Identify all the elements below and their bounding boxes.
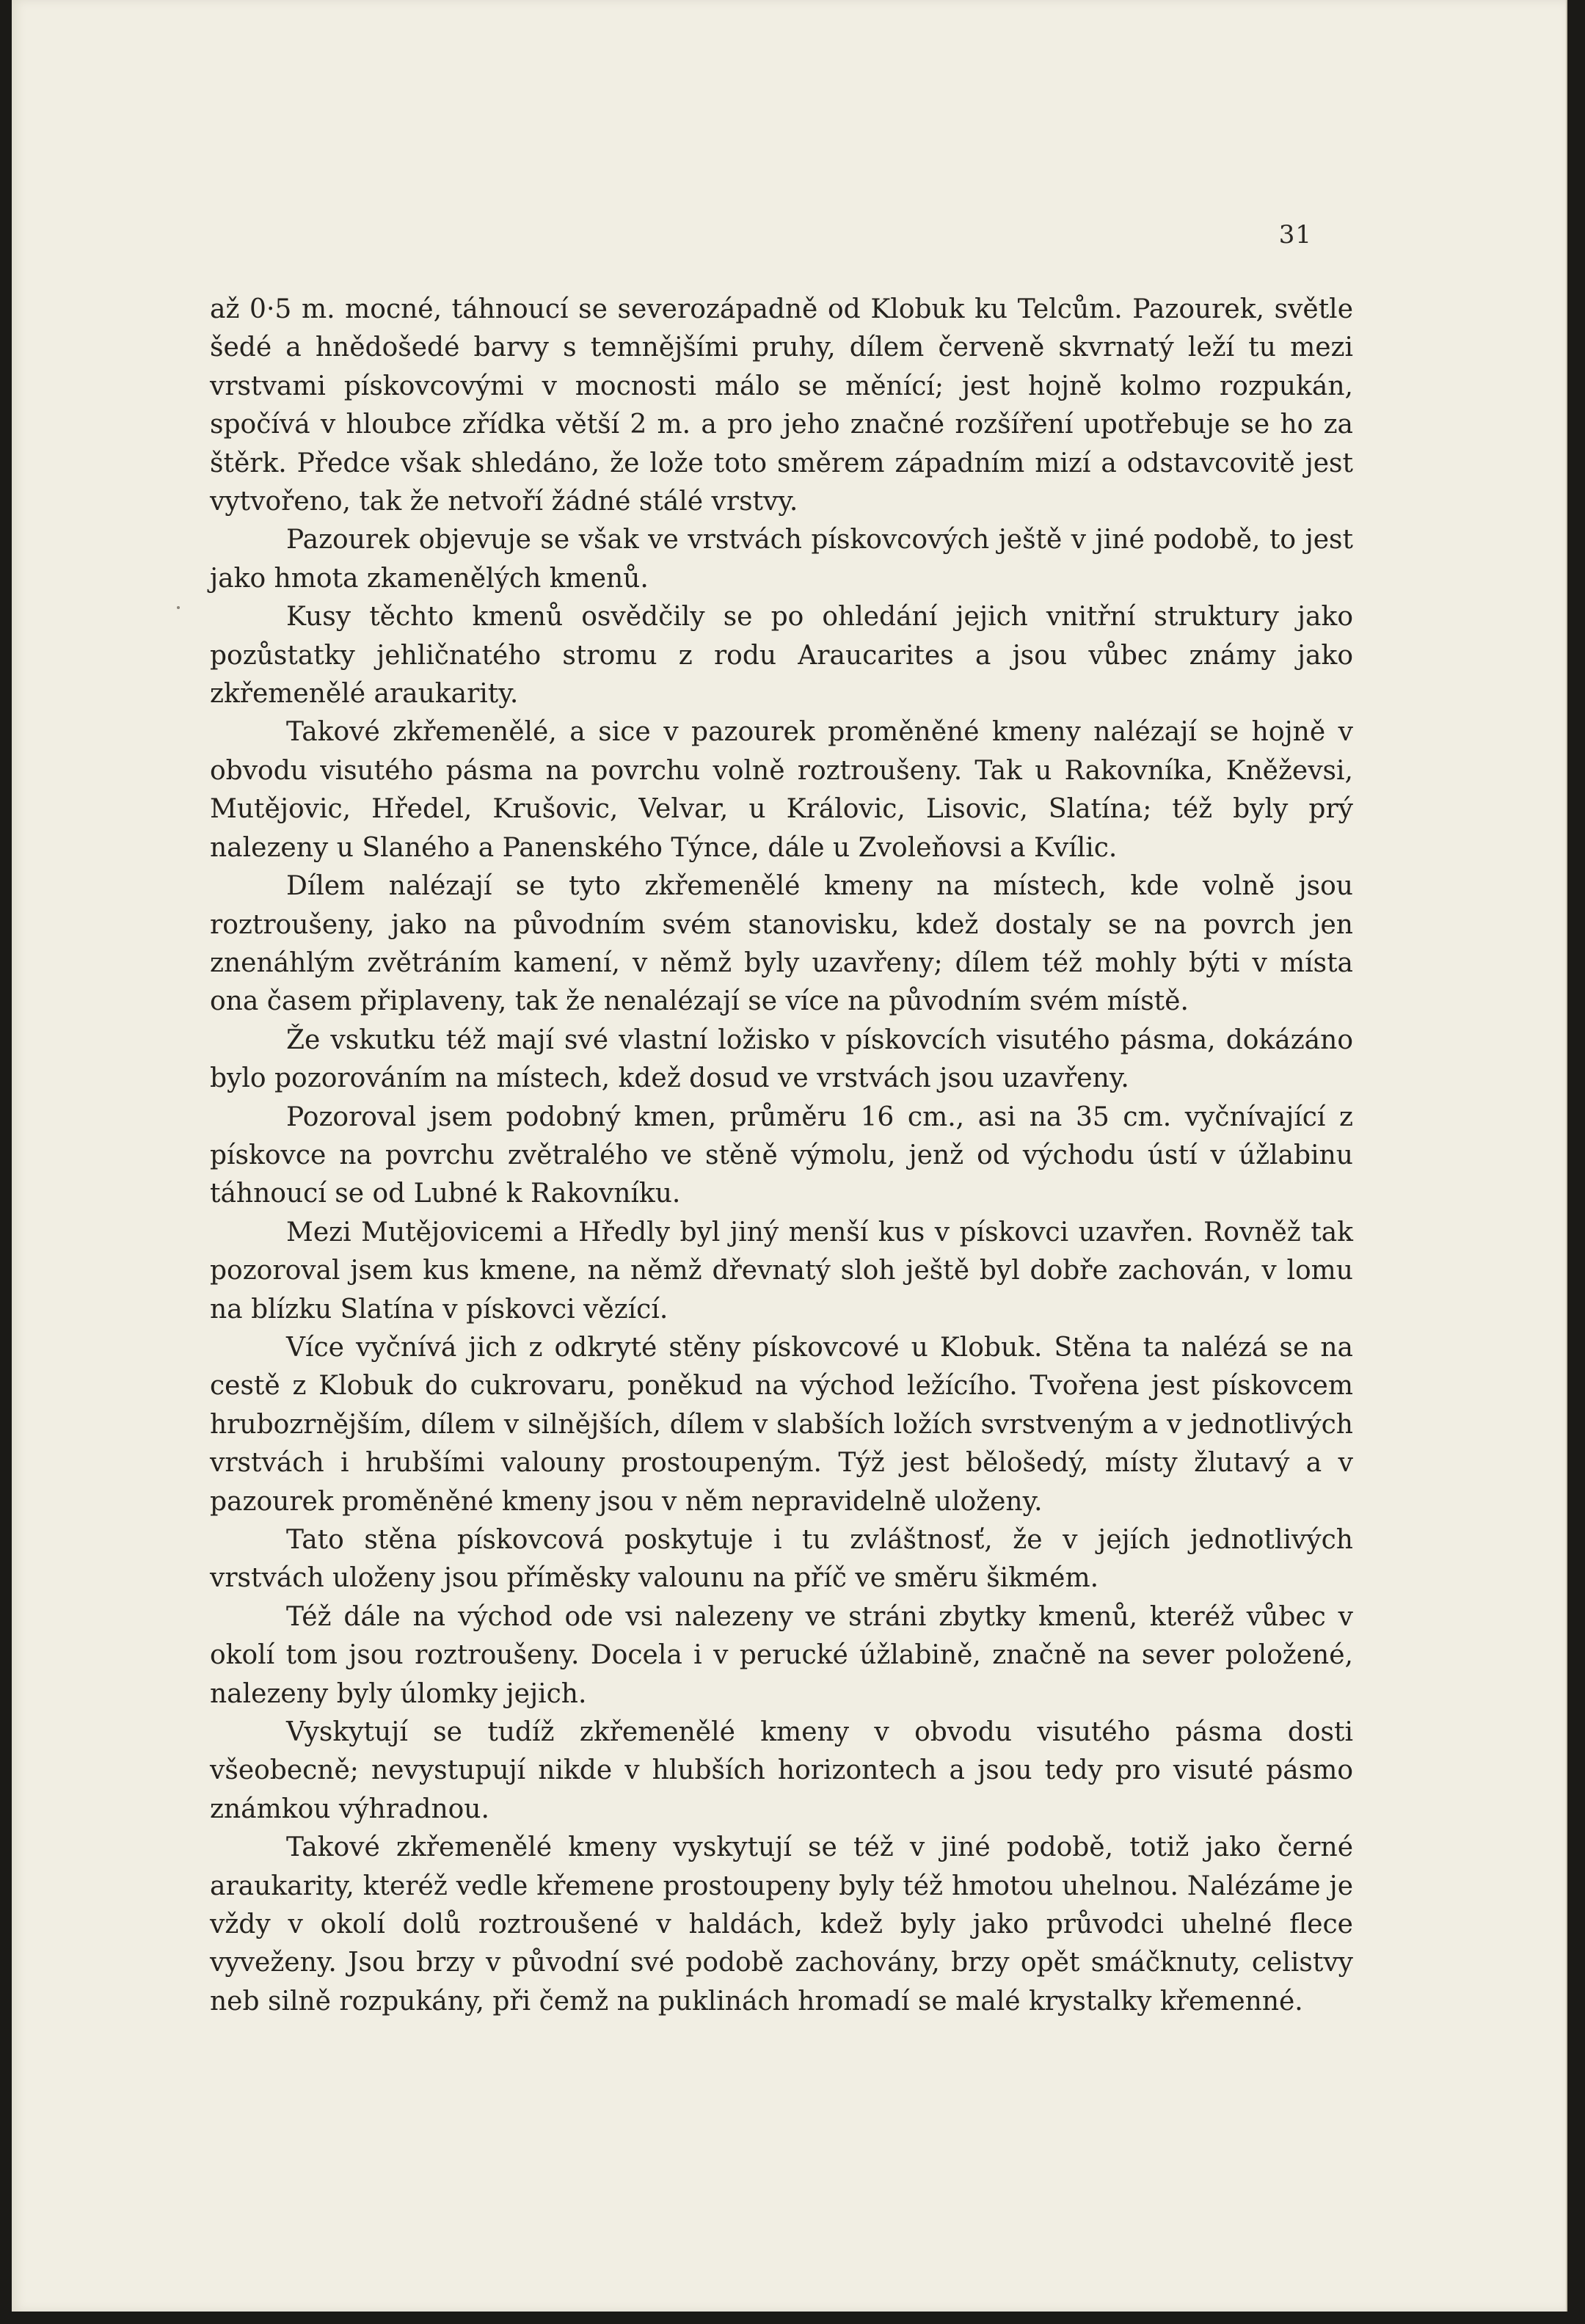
paragraph: Takové zkřemenělé, a sice v pazourek proměněné kmeny nalézají se hojně v obvodu visutého pásma na povrchu volně roztroušeny. Tak u Rakovníka, Kněževsi, Mutějovic, Hředel, Krušovic, Velvar, u Královic, Lisovic, Slatína; též byly prý nalezeny u Slaného a Panenského Týnce, dále u Zvoleňovsi a Kvílic. bbox=[210, 717, 1353, 863]
paragraph: Pazourek objevuje se však ve vrstvách pískovcových ještě v jiné podobě, to jest jako hmota zkamenělých kmenů. bbox=[210, 525, 1353, 594]
book-page bbox=[12, 0, 1567, 2312]
paragraph: Pozoroval jsem podobný kmen, průměru 16 cm., asi na 35 cm. vyčnívající z pískovce na povrchu zvětralého ve stěně výmolu, jenž od východu ústí v úžlabinu táhnoucí se od Lubné k Rakovníku. bbox=[210, 1101, 1353, 1209]
body-text bbox=[210, 291, 1353, 2021]
paragraph: Mezi Mutějovicemi a Hředly byl jiný menší kus v pískovci uzavřen. Rovněž tak pozoroval jsem kus kmene, na němž dřevnatý sloh ještě byl dobře zachován, v lomu na blízku Slatína v pískovci vězící. bbox=[210, 1217, 1353, 1325]
ink-speck bbox=[177, 606, 180, 609]
paragraph: Více vyčnívá jich z odkryté stěny pískovcové u Klobuk. Stěna ta nalézá se na cestě z Klobuk do cukrovaru, poněkud na východ ležícího. Tvořena jest pískovcem hrubozrnějším, dílem v silnějších, dílem v slabších ložích svrstveným a v jednotlivých vrstvách i hrubšími valouny prostoupeným. Týž jest bělošedý, místy žlutavý a v pazourek proměněné kmeny jsou v něm nepravidelně uloženy. bbox=[210, 1332, 1353, 1517]
paragraph: Vyskytují se tudíž zkřemenělé kmeny v obvodu visutého pásma dosti všeobecně; nevystupují nikde v hlubších horizontech a jsou tedy pro visuté pásmo známkou výhradnou. bbox=[210, 1717, 1353, 1824]
paragraph: Též dále na východ ode vsi nalezeny ve stráni zbytky kmenů, kteréž vůbec v okolí tom jsou roztroušeny. Docela i v perucké úžlabině, značně na sever položené, nalezeny byly úlomky jejich. bbox=[210, 1601, 1353, 1709]
paragraph: až 0·5 m. mocné, táhnoucí se severozápadně od Klobuk ku Telcům. Pazourek, světle šedé a hnědošedé barvy s temnějšími pruhy, dílem červeně skvrnatý leží tu mezi vrstvami pískovcovými v mocnosti málo se měnící; jest hojně kolmo rozpukán, spočívá v hloubce zřídka větší 2 m. a pro jeho značné rozšíření upotřebuje se ho za štěrk. Předce však shledáno, že lože toto směrem západním mizí a odstavcovitě jest vytvořeno, tak že netvoří žádné stálé vrstvy. bbox=[210, 294, 1353, 517]
paragraph: Dílem nalézají se tyto zkřemenělé kmeny na místech, kde volně jsou roztroušeny, jako na původním svém stanovisku, kdež dostaly se na povrch jen znenáhlým zvětráním kamení, v němž byly uzavřeny; dílem též mohly býti v místa ona časem připlaveny, tak že nenalézají se více na původním svém místě. bbox=[210, 871, 1353, 1017]
page-number: 31 bbox=[1278, 220, 1312, 249]
paragraph: Takové zkřemenělé kmeny vyskytují se též v jiné podobě, totiž jako černé araukarity, kteréž vedle křemene prostoupeny byly též hmotou uhelnou. Nalézáme je vždy v okolí dolů roztroušené v haldách, kdež byly jako průvodci uhelné flece vyveženy. Jsou brzy v původní své podobě zachovány, brzy opět smáčknuty, celistvy neb silně rozpukány, při čemž na puklinách hromadí se malé krystalky křemenné. bbox=[210, 1832, 1353, 2017]
paragraph: Tato stěna pískovcová poskytuje i tu zvláštnosť, že v jejích jednotlivých vrstvách uloženy jsou příměsky valounu na příč ve směru šikmém. bbox=[210, 1525, 1353, 1594]
paragraph: Kusy těchto kmenů osvědčily se po ohledání jejich vnitřní struktury jako pozůstatky jehličnatého stromu z rodu Araucarites a jsou vůbec známy jako zkřemenělé araukarity. bbox=[210, 602, 1353, 710]
paragraph: Že vskutku též mají své vlastní ložisko v pískovcích visutého pásma, dokázáno bylo pozorováním na místech, kdež dosud ve vrstvách jsou uzavřeny. bbox=[210, 1024, 1353, 1094]
